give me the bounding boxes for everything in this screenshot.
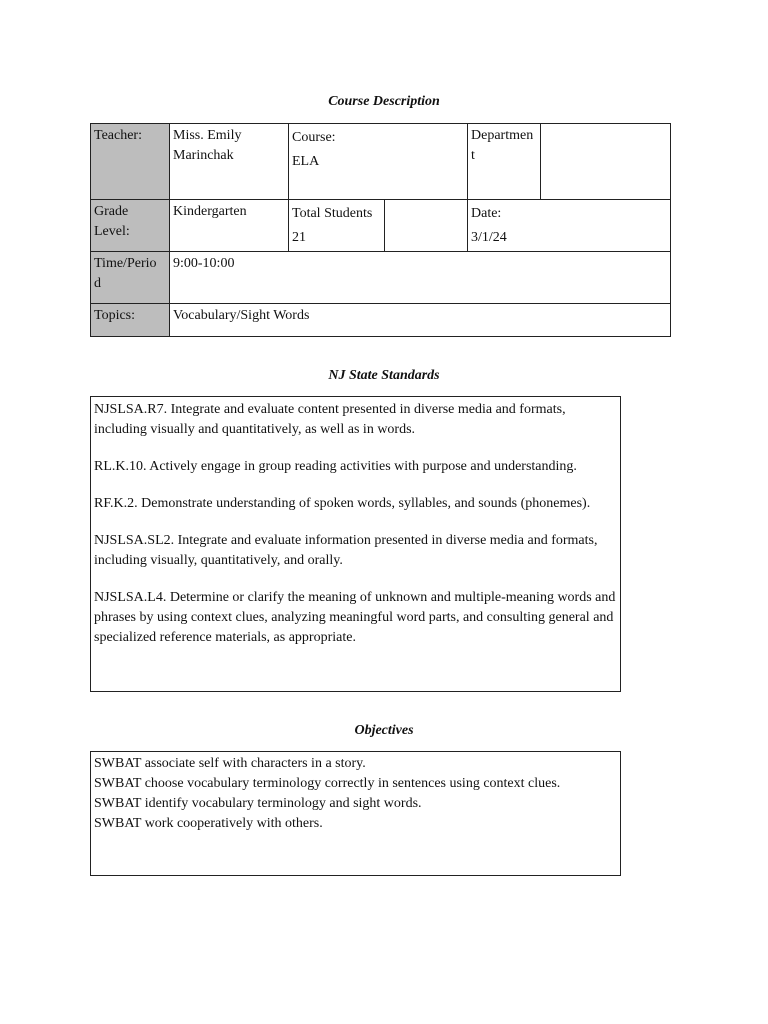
total-students-value: 21 [292,230,306,245]
standards-heading: NJ State Standards [328,368,440,383]
teacher-value: Miss. Emily Marinchak [169,123,289,200]
grade-level-label: Grade Level: [90,199,170,252]
standards-box [90,396,621,692]
objective-item: SWBAT work cooperatively with others. [94,816,323,831]
course-value: ELA [292,154,320,169]
objective-item: SWBAT associate self with characters in a story. [94,756,366,771]
total-students-label: Total Students [292,206,373,221]
grade-level-value: Kindergarten [169,199,289,252]
total-students-cell [288,199,385,252]
standard-item: RL.K.10. Actively engage in group reading activities with purpose and understanding. [94,459,577,474]
course-label: Course: [292,130,336,145]
objective-item: SWBAT choose vocabulary terminology correctly in sentences using context clues. [94,776,561,791]
date-cell [467,199,671,252]
empty-cell [384,199,468,252]
standard-item: RF.K.2. Demonstrate understanding of spoken words, syllables, and sounds (phonemes). [94,496,591,511]
time-period-label: Time/Perio d [90,251,170,304]
department-value [540,123,671,200]
course-description-heading: Course Description [328,94,440,109]
standard-item: NJSLSA.R7. Integrate and evaluate content presented in diverse media and formats, including visually and quantitatively, as well as in words. [94,402,566,437]
objectives-heading: Objectives [354,723,414,738]
standard-item: NJSLSA.L4. Determine or clarify the meaning of unknown and multiple-meaning words and phrases by using context clues, analyzing meaningful word parts, and consulting general and specialized reference materials, as appropriate. [94,590,616,645]
date-value: 3/1/24 [471,230,507,245]
standard-item: NJSLSA.SL2. Integrate and evaluate information presented in diverse media and formats, including visually, quantitatively, and orally. [94,533,598,568]
objectives-box [90,751,621,876]
objective-item: SWBAT identify vocabulary terminology and sight words. [94,796,422,811]
date-label: Date: [471,206,502,221]
topics-label: Topics: [90,303,170,337]
teacher-label: Teacher: [90,123,170,200]
course-cell [288,123,468,200]
topics-value: Vocabulary/Sight Words [169,303,671,337]
time-period-value: 9:00-10:00 [169,251,671,304]
department-label: Departmen t [467,123,541,200]
